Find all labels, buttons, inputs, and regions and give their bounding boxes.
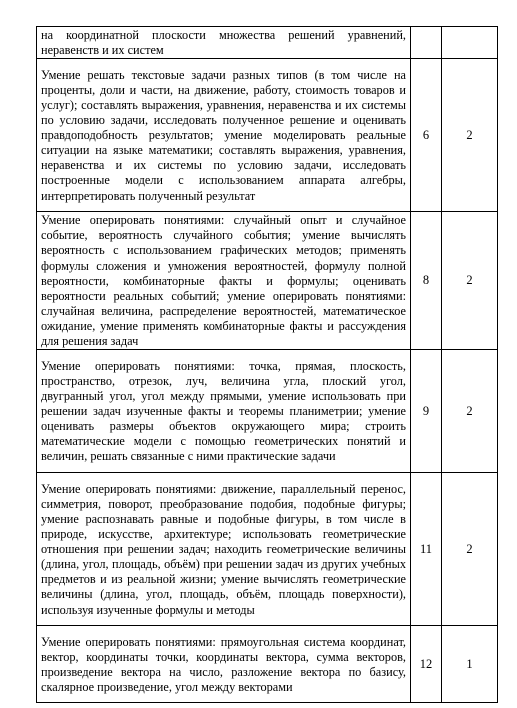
document-page	[36, 26, 498, 703]
task-number: 9	[411, 350, 442, 473]
table-row	[37, 473, 498, 626]
max-points: 2	[442, 350, 498, 473]
task-number: 12	[411, 626, 442, 703]
table-row	[37, 27, 498, 59]
skill-description: Умение оперировать понятиями: случайный опыт и случайное событие, вероятность случайного события; умение вычислять вероятность с использованием графических методов; применять формулы сложения и умножения вероятностей, формулу полной вероятности, комбинаторные факты и формулы; оценивать вероятности реальных событий; умение оперировать понятиями: случайная величина, распределение вероятностей, математическое ожидание, умение применять комбинаторные факты и рассуждения для решения задач	[37, 212, 411, 350]
table-row	[37, 350, 498, 473]
skill-description: Умение оперировать понятиями: движение, параллельный перенос, симметрия, поворот, преобразование подобия, подобные фигуры; умение распознавать равные и подобные фигуры, в том числе в природе, искусстве, архитектуре; использовать геометрические отношения при решении задач; находить геометрические величины (длина, угол, площадь, объём) при решении задач из других учебных предметов и из реальной жизни; умение вычислять геометрические величины (длина, угол, площадь, объём, площадь поверхности), используя изученные формулы и методы	[37, 473, 411, 626]
max-points: 1	[442, 626, 498, 703]
table-row	[37, 626, 498, 703]
table-row	[37, 59, 498, 212]
max-points: 2	[442, 212, 498, 350]
skill-description: на координатной плоскости множества решений уравнений, неравенств и их систем	[37, 27, 411, 59]
max-points: 2	[442, 59, 498, 212]
skill-description: Умение решать текстовые задачи разных типов (в том числе на проценты, доли и части, на движение, работу, стоимость товаров и услуг); составлять выражения, уравнения, неравенства и их системы по условию задачи, исследовать полученное решение и оценивать правдоподобность результатов; умение моделировать реальные ситуации на языке математики; составлять выражения, уравнения, неравенства и их системы по условию задачи, исследовать построенные модели с использованием аппарата алгебры, интерпретировать полученный результат	[37, 59, 411, 212]
task-number: 6	[411, 59, 442, 212]
max-points	[442, 27, 498, 59]
task-number: 8	[411, 212, 442, 350]
skill-description: Умение оперировать понятиями: точка, прямая, плоскость, пространство, отрезок, луч, величина угла, плоский угол, двугранный угол, угол между прямыми, умение использовать при решении задач изученные факты и теоремы планиметрии; умение оценивать размеры объектов окружающего мира; строить математические модели с помощью геометрических понятий и величин, решать связанные с ними практические задачи	[37, 350, 411, 473]
skills-table	[36, 26, 498, 703]
skill-description: Умение оперировать понятиями: прямоугольная система координат, вектор, координаты точки, координаты вектора, сумма векторов, произведение вектора на число, разложение вектора по базису, скалярное произведение, угол между векторами	[37, 626, 411, 703]
max-points: 2	[442, 473, 498, 626]
task-number	[411, 27, 442, 59]
table-row	[37, 212, 498, 350]
task-number: 11	[411, 473, 442, 626]
